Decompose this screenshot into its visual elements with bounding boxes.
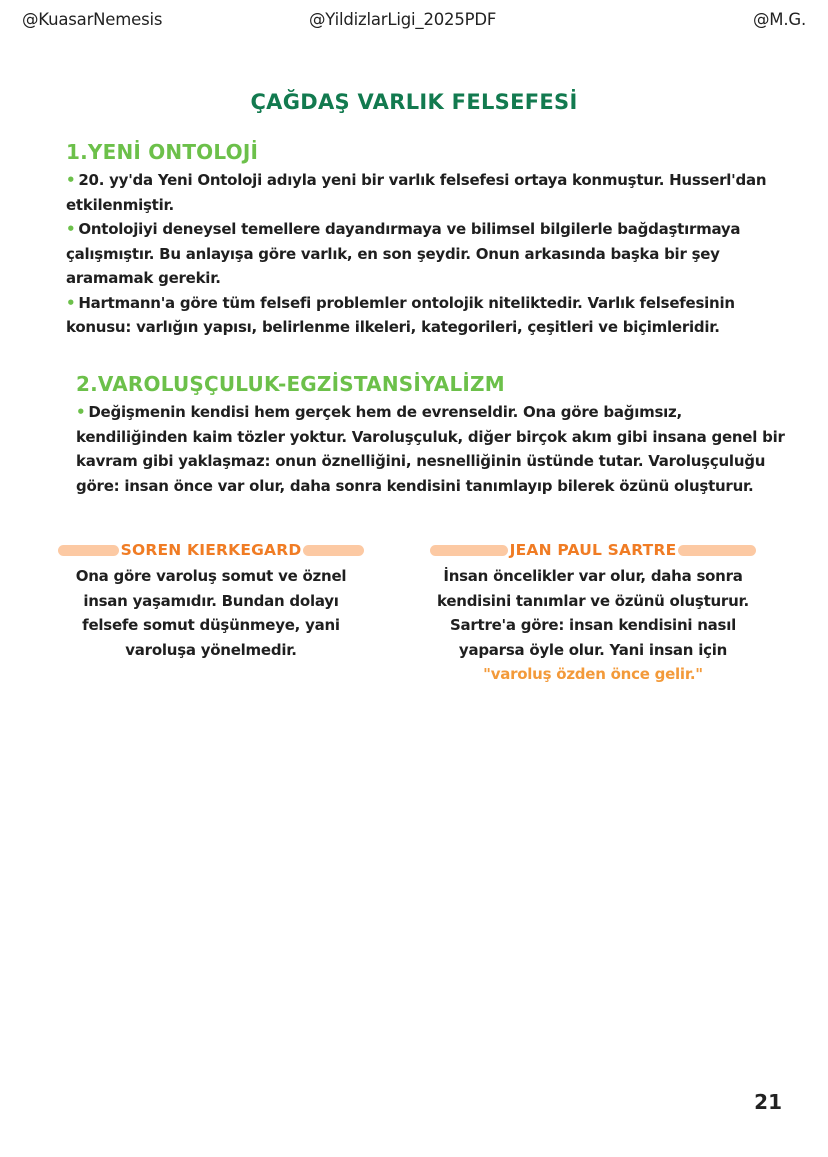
card-title-row	[430, 538, 756, 562]
author-handle-right: @M.G.	[752, 10, 806, 29]
pill-decoration	[303, 545, 364, 556]
paragraph-text: Hartmann'a göre tüm felsefi problemler ontolojik niteliktedir. Varlık felsefesinin konusu: varlığın yapısı, belirlenme ilkeleri, kategorileri, çeşitleri ve biçimleridir.	[66, 293, 735, 336]
paragraph-text: Değişmenin kendisi hem gerçek hem de evrenseldir. Ona göre bağımsız, kendiliğinden kaim tözler yoktur. Varoluşçuluk, diğer birçok akım gibi insana genel bir kavram gibi yaklaşmaz: onun öznelliğini, nesnelliğinin üstünde tutar. Varoluşçuluğu göre: insan önce var olur, daha sonra kendisini tanımlayıp bilerek özünü oluşturur.	[76, 403, 785, 495]
bullet-icon: •	[66, 171, 76, 189]
pill-decoration	[430, 545, 508, 556]
bullet-icon: •	[66, 220, 76, 238]
page-number: 21	[754, 1090, 782, 1114]
author-handle-left: @KuasarNemesis	[22, 10, 163, 29]
bullet-icon: •	[76, 403, 86, 421]
card-body	[430, 564, 756, 687]
page-title: ÇAĞDAŞ VARLIK FELSEFESİ	[250, 90, 578, 114]
paragraph-text: Ontolojiyi deneysel temellere dayandırmaya ve bilimsel bilgilerle bağdaştırmaya çalışmıştır. Bu anlayışa göre varlık, en son şeydir. Onun arkasında başka bir şey aramamak gerekir.	[66, 220, 741, 287]
paragraph	[66, 217, 796, 291]
paragraph	[76, 400, 796, 498]
section-heading: 1.YENİ ONTOLOJİ	[66, 140, 259, 164]
section-varoluscululuk	[76, 372, 796, 498]
paragraph-text: 20. yy'da Yeni Ontoloji adıyla yeni bir varlık felsefesi ortaya konmuştur. Husserl'dan etkilenmiştir.	[66, 171, 767, 214]
header-bar	[0, 10, 828, 36]
card-sartre	[430, 538, 756, 687]
card-body-text: İnsan öncelikler var olur, daha sonra kendisini tanımlar ve özünü oluşturur. Sartre'a göre: insan kendisini nasıl yaparsa öyle olur. Yani insan için	[437, 567, 749, 659]
section-heading: 2.VAROLUŞÇULUK-EGZİSTANSİYALİZM	[76, 372, 505, 396]
section-yeni-ontoloji	[66, 140, 796, 340]
pill-decoration	[678, 545, 756, 556]
source-handle-center: @YildizlarLigi_2025PDF	[309, 10, 497, 29]
card-body: Ona göre varoluş somut ve öznel insan yaşamıdır. Bundan dolayı felsefe somut düşünmeye, yani varoluşa yönelmedir.	[75, 567, 347, 659]
card-title: SOREN KIERKEGARD	[120, 541, 302, 559]
paragraph	[66, 168, 796, 217]
bullet-icon: •	[66, 293, 76, 312]
card-title: JEAN PAUL SARTRE	[509, 541, 677, 559]
pill-decoration	[58, 545, 119, 556]
card-title-row	[58, 538, 364, 562]
card-kierkegaard	[58, 538, 364, 662]
card-quote: "varoluş özden önce gelir."	[483, 665, 703, 683]
paragraph	[66, 291, 796, 340]
